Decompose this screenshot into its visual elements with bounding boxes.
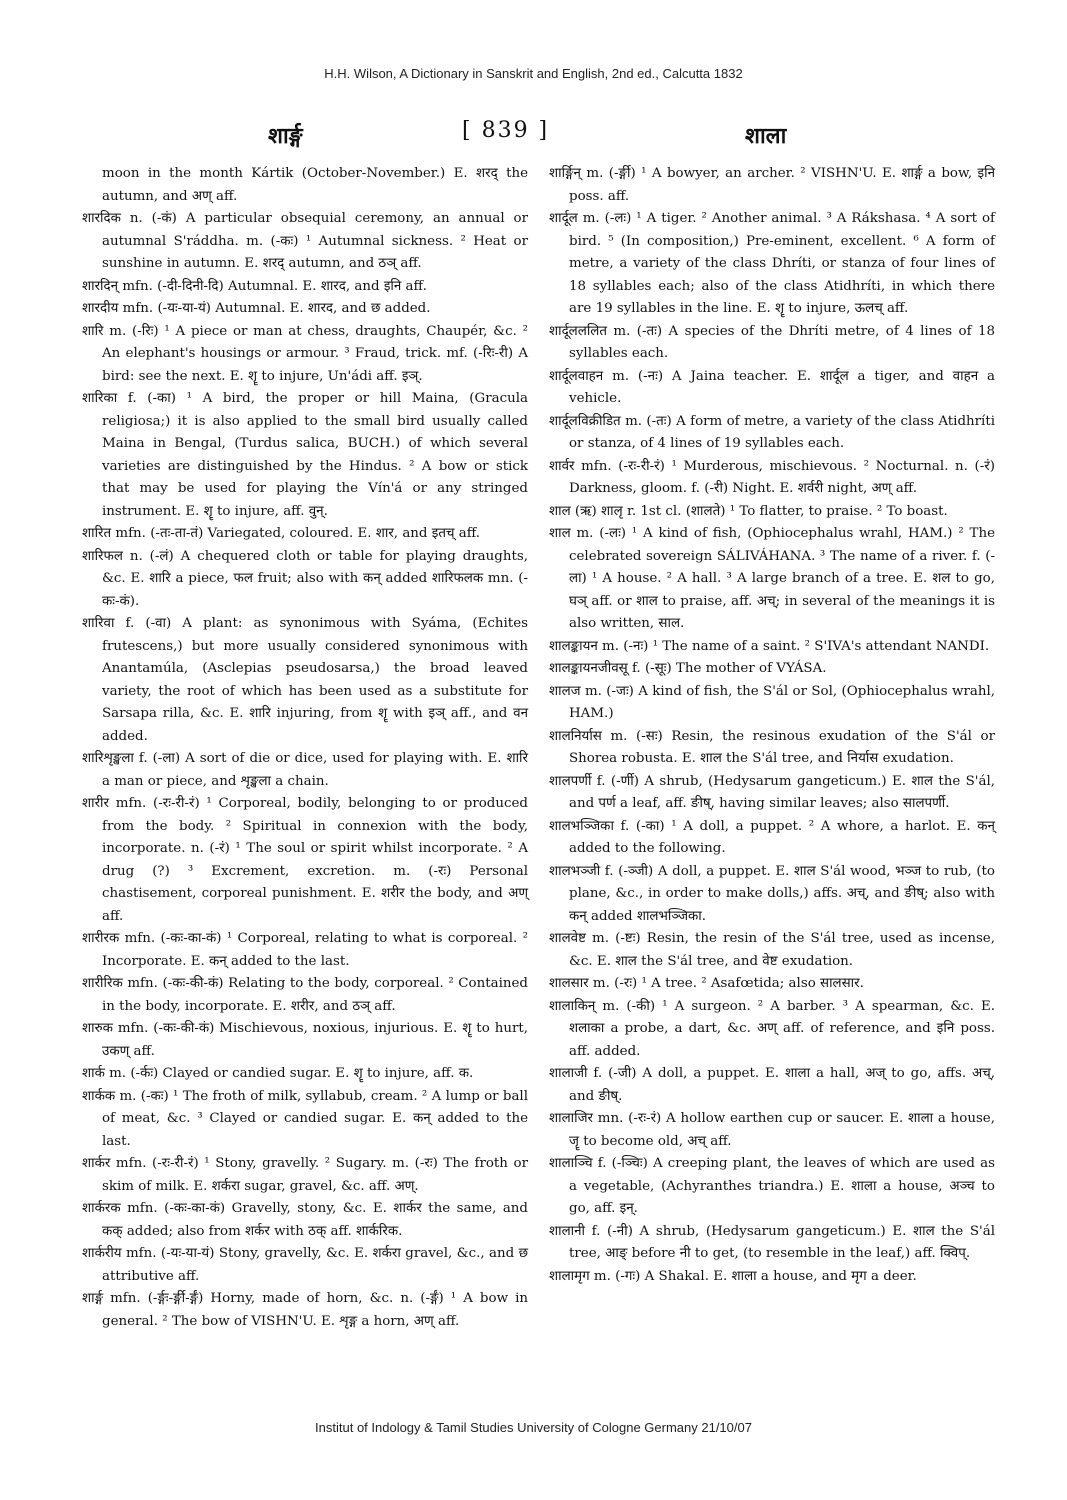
dictionary-entry: moon in the month Kártik (October-November.) E. शरद् the autumn, and अण् aff. — [102, 166, 528, 204]
dictionary-entry: शारुक mfn. (-कः-की-कं) Mischievous, noxious, injurious. E. शॄ to hurt, उकण् aff. — [82, 1021, 528, 1059]
dictionary-entry: शालङ्कायनजीवसू f. (-सूः) The mother of VYÁSA. — [549, 661, 827, 676]
dictionary-entry: शारदिक n. (-कं) A particular obsequial ceremony, an annual or autumnal S'ráddha. m. (-कः) ¹ Autumnal sickness. ² Heat or sunshine in autumn. E. शरद् autumn, and ठञ् aff. — [82, 211, 528, 271]
dictionary-entry: शालभञ्जी f. (-ञ्जी) A doll, a puppet. E. शाल S'ál wood, भञ्ज to rub, (to plane, &c., in order to make dolls,) affs. अच्, and ङीष्; also with कन् added शालभञ्जिका. — [549, 863, 995, 924]
dictionary-entry: शार्कर mfn. (-रः-री-रं) ¹ Stony, gravelly. ² Sugary. m. (-रः) The froth or skim of milk. E. शर्करा sugar, gravel, &c. aff. अण्. — [82, 1156, 528, 1194]
dictionary-entry: शारीरिक mfn. (-कः-की-कं) Relating to the body, corporeal. ² Contained in the body, incorporate. E. शरीर, and ठञ् aff. — [82, 976, 528, 1014]
dictionary-entry: शारीर mfn. (-रः-री-रं) ¹ Corporeal, bodily, belonging to or produced from the body. ² Spiritual in connexion with the body, incorporate. n. (-रं) ¹ The soul or spirit whilst incorporate. ² A drug (?) ³ Excrement, excretion. m. (-रः) Personal chastisement, corporeal punishment. E. शरीर the body, and अण् aff. — [82, 796, 528, 924]
source-citation: H.H. Wilson, A Dictionary in Sanskrit and English, 2nd ed., Calcutta 1832 — [324, 66, 743, 81]
dictionary-entry: शारिफल n. (-लं) A chequered cloth or table for playing draughts, &c. E. शारि a piece, फल fruit; also with कन् added शारिफलक mn. (-कः-कं). — [82, 548, 528, 609]
dictionary-entry: शार्क m. (-र्कः) Clayed or candied sugar. E. शॄ to injure, aff. क. — [82, 1066, 474, 1081]
header-left-word: शार्ङ्ग — [268, 123, 303, 149]
dictionary-entry: शारदीय mfn. (-यः-या-यं) Autumnal. E. शारद, and छ added. — [82, 301, 431, 316]
dictionary-entry: शाल (ऋ) शालृ r. 1st cl. (शालते) ¹ To flatter, to praise. ² To boast. — [549, 503, 948, 519]
dictionary-entry: शारीरक mfn. (-कः-का-कं) ¹ Corporeal, relating to what is corporeal. ² Incorporate. E. कन् added to the last. — [82, 931, 528, 969]
dictionary-entry: शारदिन् mfn. (-दी-दिनी-दि) Autumnal. E. शारद, and इनि aff. — [82, 278, 427, 294]
dictionary-entry: शालसार m. (-रः) ¹ A tree. ² Asafœtida; also सालसार. — [549, 976, 864, 991]
dictionary-entry: शारिवा f. (-वा) A plant: as synonimous with Syáma, (Echites frutescens,) but more usually considered synonimous with Anantamúla, (Asclepias pseudosarsa,) the broad leaved variety, the root of which has been used as a substitute for Sarsapa rilla, &c. E. शारि injuring, from शॄ with इञ् aff., and वन added. — [82, 616, 528, 744]
dictionary-entry: शालाञ्चि f. (-ञ्चिः) A creeping plant, the leaves of which are used as a vegetable, (Achyranthes triandra.) E. शाला a house, अञ्च to go, aff. इन्. — [549, 1156, 995, 1216]
dictionary-entry: शालाजिर mn. (-रः-रं) A hollow earthen cup or saucer. E. शाला a house, जॄ to become old, अच् aff. — [549, 1111, 995, 1149]
dictionary-entry: शार्दूलविक्रीडित m. (-तः) A form of metre, a variety of the class Atidhríti or stanza, of 4 lines of 19 syllables each. — [549, 413, 995, 451]
dictionary-entry: शालामृग m. (-गः) A Shakal. E. शाला a house, and मृग a deer. — [549, 1268, 917, 1284]
dictionary-entry: शार्ङ्गिन् m. (-र्ङ्गी) ¹ A bowyer, an archer. ² VISHN'U. E. शार्ङ्ग a bow, इनि poss. aff. — [549, 166, 995, 204]
dictionary-entry: शार्दूलवाहन m. (-नः) A Jaina teacher. E. शार्दूल a tiger, and वाहन a vehicle. — [549, 368, 995, 406]
dictionary-entry: शारिका f. (-का) ¹ A bird, the proper or hill Maina, (Gracula religiosa;) it is also applied to the small bird usually called Maina in Bengal, (Turdus salica, BUCH.) of which several varieties are distinguished by the Hindus. ² A bow or stick that may be used for playing the Vín'á or any stringed instrument. E. शॄ to injure, aff. वुन्. — [82, 391, 528, 519]
dictionary-entry: शालाकिन् m. (-की) ¹ A surgeon. ² A barber. ³ A spearman, &c. E. शलाका a probe, a dart, &c. अण् aff. of reference, and इनि poss. aff. added. — [549, 998, 995, 1059]
dictionary-entry: शार्ङ्ग mfn. (-र्ङ्गः-र्ङ्गी-र्ङ्गं) Horny, made of horn, &c. n. (-र्ङ्गं) ¹ A bow in general. ² The bow of VISHN'U. E. शृङ्ग a horn, अण् aff. — [82, 1291, 528, 1329]
dictionary-entry: शार्करक mfn. (-कः-का-कं) Gravelly, stony, &c. E. शार्कर the same, and कक् added; also from शर्कर with ठक् aff. शार्करिक. — [82, 1201, 528, 1239]
left-column — [82, 163, 528, 1333]
dictionary-entry: शालभञ्जिका f. (-का) ¹ A doll, a puppet. ² A whore, a harlot. E. कन् added to the following. — [549, 818, 995, 856]
dictionary-entry: शालज m. (-जः) A kind of fish, the S'ál or Sol, (Ophiocephalus wrahl, HAM.) — [549, 683, 995, 721]
dictionary-entry: शार्करीय mfn. (-यः-या-यं) Stony, gravelly, &c. E. शर्करा gravel, &c., and छ attributive aff. — [82, 1246, 528, 1284]
dictionary-entry: शारिशृङ्खला f. (-ला) A sort of die or dice, used for playing with. E. शारि a man or piece, and शृङ्खला a chain. — [82, 751, 528, 789]
dictionary-entry: शालवेष्ट m. (-ष्टः) Resin, the resin of the S'ál tree, used as incense, &c. E. शाल the S'ál tree, and वेष्ट exudation. — [549, 931, 995, 969]
dictionary-entry: शार्दूलललित m. (-तः) A species of the Dhríti metre, of 4 lines of 18 syllables each. — [549, 323, 995, 361]
dictionary-entry: शार्दूल m. (-लः) ¹ A tiger. ² Another animal. ³ A Rákshasa. ⁴ A sort of bird. ⁵ (In composition,) Pre-eminent, excellent. ⁶ A form of metre, a variety of the class Dhríti, or stanza of four lines of 18 syllables each; also of the class Atidhríti, in which there are 19 syllables in the line. E. शॄ to injure, ऊलच् aff. — [549, 211, 995, 316]
dictionary-entry: शारित mfn. (-तः-ता-तं) Variegated, coloured. E. शार, and इतच् aff. — [82, 526, 480, 541]
dictionary-entry: शाल m. (-लः) ¹ A kind of fish, (Ophiocephalus wrahl, HAM.) ² The celebrated sovereign SÁLIVÁHANA. ³ The name of a river. f. (-ला) ¹ A house. ² A hall. ³ A large branch of a tree. E. शल to go, घञ् aff. or शाल to praise, aff. अच्; in several of the meanings it is also written, साल. — [549, 526, 995, 631]
right-column — [549, 163, 995, 1288]
dictionary-entry: शारि m. (-रिः) ¹ A piece or man at chess, draughts, Chaupér, &c. ² An elephant's housings or armour. ³ Fraud, trick. mf. (-रिः-री) A bird: see the next. E. शॄ to injure, Un'ádi aff. इञ्. — [82, 323, 528, 384]
header-right-word: शाला — [745, 123, 787, 149]
dictionary-entry: शालनिर्यास m. (-सः) Resin, the resinous exudation of the S'ál or Shorea robusta. E. शाल the S'ál tree, and निर्यास exudation. — [549, 728, 995, 766]
dictionary-entry: शालाजी f. (-जी) A doll, a puppet. E. शाला a hall, अज् to go, affs. अच्, and ङीष्. — [549, 1066, 995, 1104]
dictionary-entry: शालानी f. (-नी) A shrub, (Hedysarum gangeticum.) E. शाल the S'ál tree, आङ् before नी to get, (to resemble in the leaf,) aff. क्विप्. — [549, 1223, 995, 1261]
dictionary-entry: शालङ्कायन m. (-नः) ¹ The name of a saint. ² S'IVA's attendant NANDI. — [549, 638, 990, 654]
dictionary-entry: शालपर्णी f. (-र्णी) A shrub, (Hedysarum gangeticum.) E. शाल the S'ál, and पर्ण a leaf, aff. ङीष्, having similar leaves; also सालपर्णी. — [549, 773, 995, 811]
footer-credit: Institut of Indology & Tamil Studies University of Cologne Germany 21/10/07 — [315, 1420, 752, 1435]
dictionary-entry: शार्कक m. (-कः) ¹ The froth of milk, syllabub, cream. ² A lump or ball of meat, &c. ³ Clayed or candied sugar. E. कन् added to the last. — [82, 1088, 528, 1149]
dictionary-entry: शार्वर mfn. (-रः-री-रं) ¹ Murderous, mischievous. ² Nocturnal. n. (-रं) Darkness, gloom. f. (-री) Night. E. शर्वरी night, अण् aff. — [549, 458, 995, 496]
page-number: [ 839 ] — [462, 118, 550, 143]
